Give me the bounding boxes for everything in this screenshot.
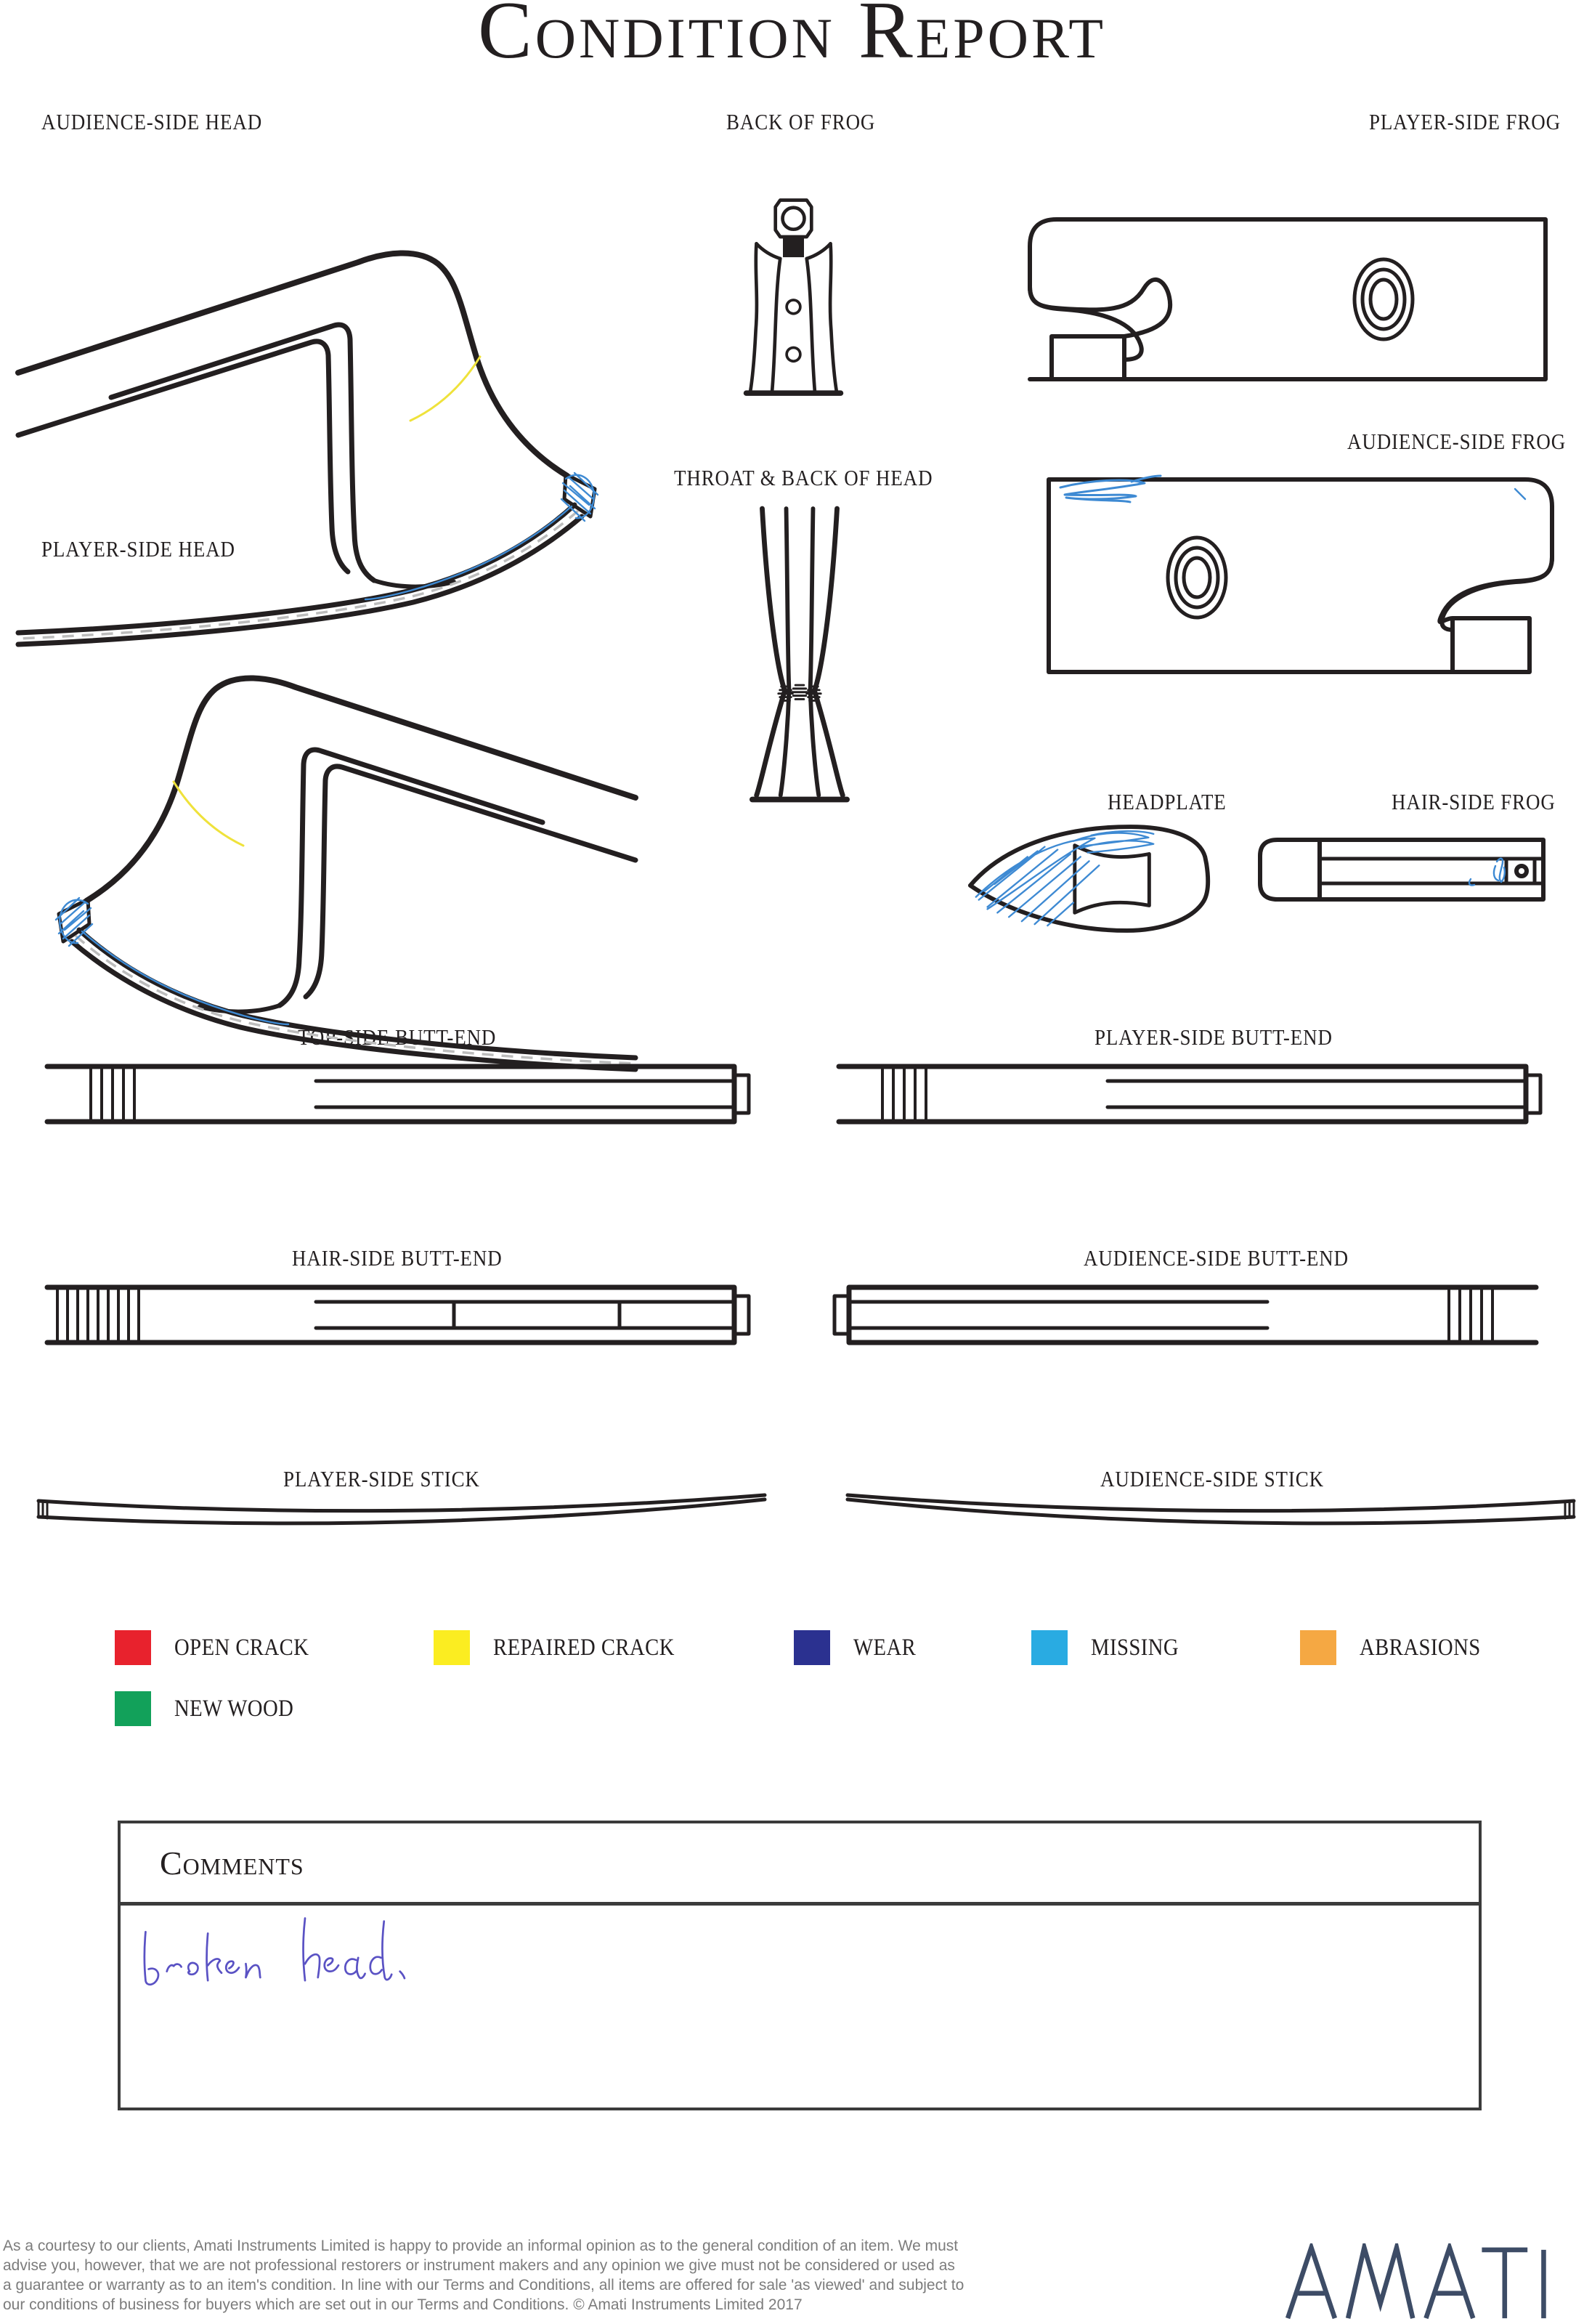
player-side-head-drawing [18, 567, 635, 908]
throat-back-of-head-drawing [747, 509, 853, 812]
audience-side-frog-drawing [1044, 476, 1556, 676]
footer-disclaimer [3, 2236, 1194, 2315]
legend-label: ABRASIONS [1360, 1634, 1481, 1661]
legend-label: REPAIRED CRACK [493, 1634, 675, 1661]
legend-item-open-crack [115, 1630, 329, 1665]
footer-line: As a courtesy to our clients, Amati Instruments Limited is happy to provide an informal opinion as to the general condition of an item. We must [3, 2238, 959, 2254]
repaired-crack-swatch [434, 1630, 470, 1665]
label-back-of-frog: BACK OF FROG [726, 109, 876, 134]
label-player-side-butt-end: PLAYER-SIDE BUTT-END [1094, 1024, 1333, 1050]
label-audience-side-stick: AUDIENCE-SIDE STICK [1100, 1466, 1324, 1491]
legend-item-missing [1031, 1630, 1192, 1665]
comments-header [121, 1823, 1479, 1906]
legend-label: WEAR [853, 1634, 917, 1661]
label-player-side-stick: PLAYER-SIDE STICK [283, 1466, 480, 1491]
comments-box [118, 1821, 1482, 2110]
missing-swatch [1031, 1630, 1068, 1665]
legend-item-repaired-crack [434, 1630, 702, 1665]
player-side-frog-drawing [1024, 216, 1551, 383]
abrasions-swatch [1300, 1630, 1336, 1665]
label-headplate: HEADPLATE [1108, 789, 1227, 814]
legend-item-new-wood [115, 1691, 312, 1726]
legend-label: MISSING [1091, 1634, 1179, 1661]
footer-line: a guarantee or warranty as to an item's condition. In line with our Terms and Conditions, all items are offered for sale 'as viewed' and subject to [3, 2277, 964, 2293]
label-top-side-butt-end: TOP-SIDE BUTT-END [298, 1024, 497, 1050]
hair-side-butt-end-drawing [47, 1283, 752, 1347]
label-player-side-head: PLAYER-SIDE HEAD [41, 536, 235, 562]
back-of-frog-drawing [741, 195, 846, 405]
new-wood-swatch [115, 1691, 151, 1726]
label-hair-side-frog: HAIR-SIDE FROG [1392, 789, 1556, 814]
page-title: Condition Report [478, 0, 1106, 76]
player-side-stick-drawing [33, 1491, 770, 1529]
player-side-butt-end-drawing [839, 1062, 1543, 1126]
open-crack-swatch [115, 1630, 151, 1665]
footer-line: our conditions of business for buyers which are set out in our Terms and Conditions. © Amati Instruments Limited 2017 [3, 2296, 803, 2313]
legend-item-wear [794, 1630, 925, 1665]
audience-side-butt-end-drawing [832, 1283, 1536, 1347]
label-throat-back-of-head: THROAT & BACK OF HEAD [674, 465, 933, 490]
label-audience-side-butt-end: AUDIENCE-SIDE BUTT-END [1084, 1245, 1349, 1271]
legend-label: OPEN CRACK [174, 1634, 309, 1661]
headplate-drawing [966, 819, 1217, 938]
label-audience-side-head: AUDIENCE-SIDE HEAD [41, 109, 263, 134]
handwritten-comment [138, 1911, 472, 1998]
audience-side-head-drawing [18, 142, 635, 483]
legend-item-abrasions [1300, 1630, 1499, 1665]
label-audience-side-frog: AUDIENCE-SIDE FROG [1347, 429, 1567, 454]
label-player-side-frog: PLAYER-SIDE FROG [1369, 109, 1561, 134]
audience-side-stick-drawing [842, 1491, 1580, 1529]
comments-title: Comments [160, 1845, 304, 1882]
wear-swatch [794, 1630, 830, 1665]
legend-label: NEW WOOD [174, 1695, 294, 1722]
label-hair-side-butt-end: HAIR-SIDE BUTT-END [292, 1245, 503, 1271]
footer-line: advise you, however, that we are not professional restorers or instrument makers and any opinion we give must not be considered or used as [3, 2257, 955, 2274]
top-side-butt-end-drawing [47, 1062, 752, 1126]
amati-logo [1282, 2243, 1576, 2324]
hair-side-frog-drawing [1255, 837, 1547, 902]
